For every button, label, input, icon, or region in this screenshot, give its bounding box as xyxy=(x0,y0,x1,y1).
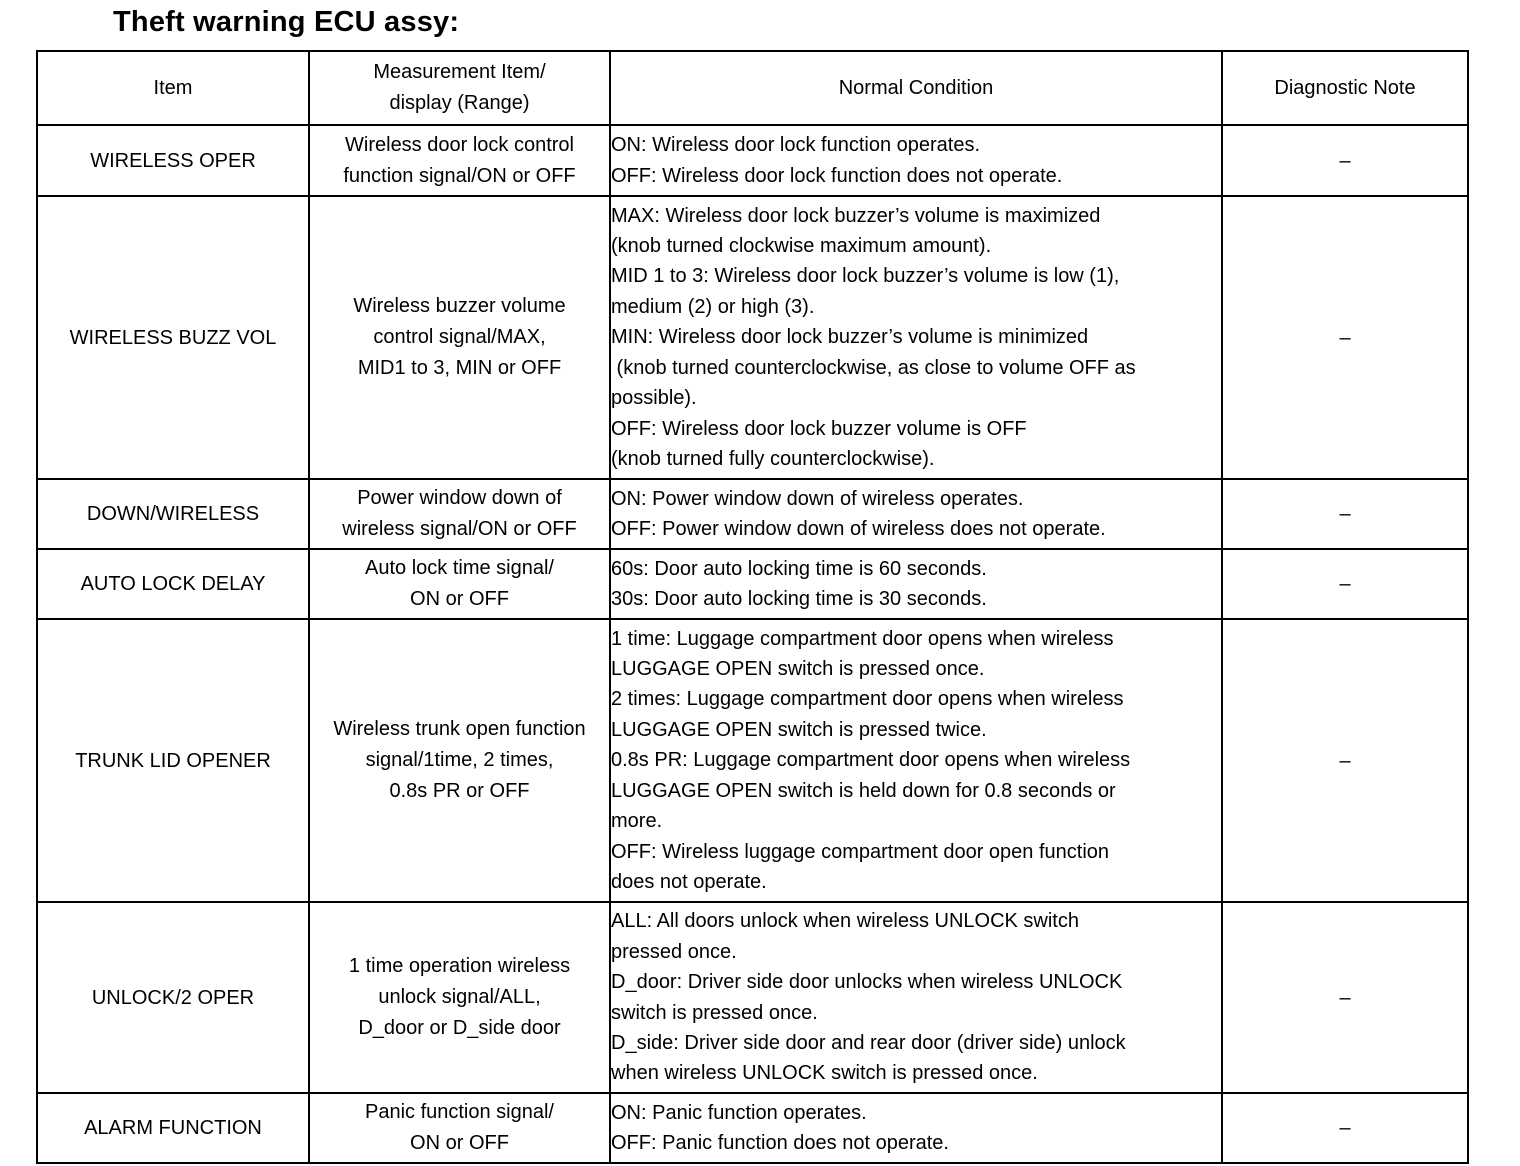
note-cell: – xyxy=(1222,479,1468,549)
item-cell: ALARM FUNCTION xyxy=(37,1093,309,1163)
item-cell: DOWN/WIRELESS xyxy=(37,479,309,549)
header-item: Item xyxy=(37,51,309,125)
note-cell: – xyxy=(1222,1093,1468,1163)
measurement-cell: Panic function signal/ ON or OFF xyxy=(309,1093,610,1163)
item-cell: WIRELESS OPER xyxy=(37,125,309,196)
measurement-cell: Wireless buzzer volume control signal/MAX, MID1 to 3, MIN or OFF xyxy=(309,196,610,479)
note-cell: – xyxy=(1222,196,1468,479)
condition-cell: ON: Wireless door lock function operates. OFF: Wireless door lock function does not operate. xyxy=(610,125,1222,196)
header-measurement: Measurement Item/ display (Range) xyxy=(309,51,610,125)
measurement-cell: Wireless door lock control function signal/ON or OFF xyxy=(309,125,610,196)
header-diagnostic-note: Diagnostic Note xyxy=(1222,51,1468,125)
table-row xyxy=(37,125,1468,196)
measurement-cell: Auto lock time signal/ ON or OFF xyxy=(309,549,610,619)
condition-cell: ON: Power window down of wireless operates. OFF: Power window down of wireless does not operate. xyxy=(610,479,1222,549)
note-cell: – xyxy=(1222,125,1468,196)
measurement-cell: 1 time operation wireless unlock signal/ALL, D_door or D_side door xyxy=(309,902,610,1093)
item-cell: WIRELESS BUZZ VOL xyxy=(37,196,309,479)
condition-cell: ON: Panic function operates. OFF: Panic function does not operate. xyxy=(610,1093,1222,1163)
condition-cell: MAX: Wireless door lock buzzer’s volume is maximized (knob turned clockwise maximum amount). MID 1 to 3: Wireless door lock buzzer’s volume is low (1), medium (2) or high (3). MIN: Wireless door lock buzzer’s volume is minimized (knob turned counterclockwise, as close to volume OFF as possible). OFF: Wireless door lock buzzer volume is OFF (knob turned fully counterclockwise). xyxy=(610,196,1222,479)
condition-cell: ALL: All doors unlock when wireless UNLOCK switch pressed once. D_door: Driver side door unlocks when wireless UNLOCK switch is pressed once. D_side: Driver side door and rear door (driver side) unlock when wireless UNLOCK switch is pressed once. xyxy=(610,902,1222,1093)
note-cell: – xyxy=(1222,549,1468,619)
item-cell: TRUNK LID OPENER xyxy=(37,619,309,902)
item-cell: AUTO LOCK DELAY xyxy=(37,549,309,619)
data-list-table xyxy=(36,50,1469,1164)
measurement-cell: Power window down of wireless signal/ON or OFF xyxy=(309,479,610,549)
item-cell: UNLOCK/2 OPER xyxy=(37,902,309,1093)
table-row xyxy=(37,549,1468,619)
table-row xyxy=(37,479,1468,549)
measurement-cell: Wireless trunk open function signal/1time, 2 times, 0.8s PR or OFF xyxy=(309,619,610,902)
table-row xyxy=(37,619,1468,902)
page-title: Theft warning ECU assy: xyxy=(113,6,460,38)
table-header-row xyxy=(37,51,1468,125)
note-cell: – xyxy=(1222,902,1468,1093)
header-normal-condition: Normal Condition xyxy=(610,51,1222,125)
note-cell: – xyxy=(1222,619,1468,902)
table-row xyxy=(37,1093,1468,1163)
table-row xyxy=(37,902,1468,1093)
condition-cell: 60s: Door auto locking time is 60 seconds. 30s: Door auto locking time is 30 seconds. xyxy=(610,549,1222,619)
table-row xyxy=(37,196,1468,479)
condition-cell: 1 time: Luggage compartment door opens when wireless LUGGAGE OPEN switch is pressed once. 2 times: Luggage compartment door opens when wireless LUGGAGE OPEN switch is pressed twice. 0.8s PR: Luggage compartment door opens when wireless LUGGAGE OPEN switch is held down for 0.8 seconds or more. OFF: Wireless luggage compartment door open function does not operate. xyxy=(610,619,1222,902)
